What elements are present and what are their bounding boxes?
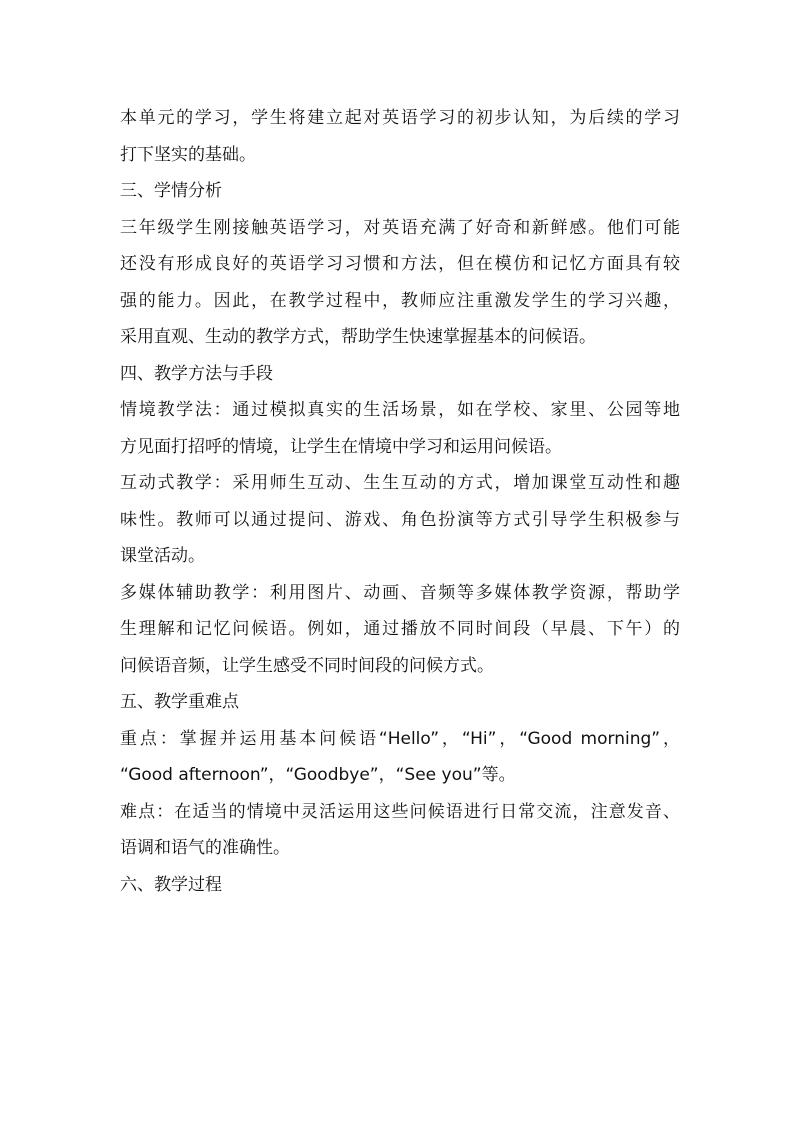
text-line: 生理解和记忆问候语。例如，通过播放不同时间段（早晨、下午）的 bbox=[120, 619, 680, 639]
section-heading-teaching-process bbox=[120, 867, 680, 904]
paragraph-difficult-points bbox=[120, 794, 680, 867]
text-line: 打下坚实的基础。 bbox=[120, 144, 256, 165]
text-line: 强的能力。因此，在教学过程中，教师应注重激发学生的学习兴趣， bbox=[120, 290, 680, 311]
paragraph-unit-summary bbox=[120, 100, 680, 173]
text-line: 重点：掌握并运用基本问候语“Hello”，“Hi”，“Good morning”， bbox=[120, 728, 680, 749]
section-heading-teaching-methods bbox=[120, 356, 680, 393]
heading-line: 三、学情分析 bbox=[120, 181, 222, 201]
text-line: 多媒体辅助教学：利用图片、动画、音频等多媒体教学资源，帮助学 bbox=[120, 582, 680, 603]
heading-line: 五、教学重难点 bbox=[120, 692, 239, 712]
paragraph-multimedia-teaching bbox=[120, 575, 680, 685]
paragraph-situational-teaching bbox=[120, 392, 680, 465]
heading-line: 六、教学过程 bbox=[120, 874, 222, 895]
text-line: 问候语音频，让学生感受不同时间段的问候方式。 bbox=[120, 655, 494, 676]
text-line: 互动式教学：采用师生互动、生生互动的方式，增加课堂互动性和趣 bbox=[120, 473, 680, 493]
text-line: 本单元的学习，学生将建立起对英语学习的初步认知，为后续的学习 bbox=[120, 108, 680, 128]
section-heading-learner-analysis bbox=[120, 173, 680, 210]
text-line: 方见面打招呼的情境，让学生在情境中学习和运用问候语。 bbox=[120, 436, 562, 457]
heading-line: 四、教学方法与手段 bbox=[120, 363, 273, 384]
text-line: 情境教学法：通过模拟真实的生活场景，如在学校、家里、公园等地 bbox=[120, 400, 680, 420]
text-line: 语调和语气的准确性。 bbox=[120, 838, 290, 858]
text-line: 还没有形成良好的英语学习习惯和方法，但在模仿和记忆方面具有较 bbox=[120, 254, 680, 274]
document-body bbox=[120, 100, 680, 903]
text-line: 三年级学生刚接触英语学习，对英语充满了好奇和新鲜感。他们可能 bbox=[120, 217, 680, 238]
paragraph-interactive-teaching bbox=[120, 465, 680, 575]
text-line: 难点：在适当的情境中灵活运用这些问候语进行日常交流，注意发音、 bbox=[120, 801, 680, 822]
text-line: 采用直观、生动的教学方式，帮助学生快速掌握基本的问候语。 bbox=[120, 327, 596, 347]
text-line: “Good afternoon”，“Goodbye”，“See you”等。 bbox=[120, 765, 516, 785]
text-line: 味性。教师可以通过提问、游戏、角色扮演等方式引导学生积极参与 bbox=[120, 509, 680, 530]
paragraph-key-points bbox=[120, 721, 680, 794]
section-heading-key-points bbox=[120, 684, 680, 721]
text-line: 课堂活动。 bbox=[120, 546, 205, 566]
paragraph-learner-analysis bbox=[120, 210, 680, 356]
